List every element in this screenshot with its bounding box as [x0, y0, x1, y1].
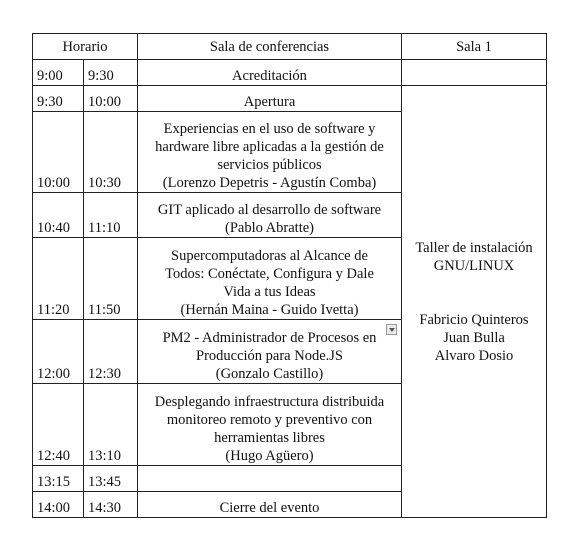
session-cell-empty — [138, 466, 402, 492]
session-speakers: (Hugo Agüero) — [225, 448, 314, 464]
sala-1-workshop-cell — [402, 86, 547, 518]
session-title: Acreditación — [232, 68, 307, 84]
end-time: 9:30 — [84, 60, 138, 86]
session-title: Apertura — [243, 94, 296, 110]
session-cell — [138, 86, 402, 112]
session-title-line: GIT aplicado al desarrollo de software — [157, 202, 382, 218]
session-title: Cierre del evento — [219, 500, 320, 516]
session-speakers: (Pablo Abratte) — [225, 220, 314, 236]
session-title-line: Supercomputadoras al Alcance de — [171, 248, 368, 264]
start-time: 12:00 — [33, 320, 84, 384]
workshop-title-line: Taller de instalación — [415, 239, 533, 256]
session-cell — [138, 320, 402, 384]
chevron-down-icon[interactable] — [386, 324, 397, 335]
sala-1-empty-cell — [402, 60, 547, 86]
end-time: 13:10 — [84, 384, 138, 466]
table-row — [33, 86, 547, 112]
end-time: 14:30 — [84, 492, 138, 518]
session-title-line: Desplegando infraestructura distribuida — [154, 394, 385, 410]
session-title-line: monitoreo remoto y preventivo con — [166, 412, 373, 428]
workshop-speaker: Juan Bulla — [443, 329, 505, 346]
workshop-speaker: Alvaro Dosio — [434, 347, 514, 364]
session-title-line: Todos: Conéctate, Configura y Dale — [165, 266, 374, 282]
table-row — [33, 60, 547, 86]
start-time: 14:00 — [33, 492, 84, 518]
end-time: 12:30 — [84, 320, 138, 384]
end-time: 10:00 — [84, 86, 138, 112]
schedule-table — [32, 33, 547, 518]
session-title-line: servicios públicos — [217, 157, 322, 173]
start-time: 12:40 — [33, 384, 84, 466]
workshop-title-line: GNU/LINUX — [433, 257, 515, 274]
header-horario: Horario — [33, 34, 138, 60]
header-row — [33, 34, 547, 60]
session-title-line: hardware libre aplicadas a la gestión de — [155, 139, 384, 155]
session-title-line: herramientas libres — [214, 430, 325, 446]
session-cell — [138, 193, 402, 238]
start-time: 11:20 — [33, 238, 84, 320]
session-title-line: PM2 - Administrador de Procesos en — [162, 330, 377, 346]
session-title-line: Producción para Node.JS — [196, 348, 343, 364]
start-time: 9:30 — [33, 86, 84, 112]
session-speakers: (Lorenzo Depetris - Agustín Comba) — [162, 175, 377, 191]
start-time: 10:40 — [33, 193, 84, 238]
end-time: 11:10 — [84, 193, 138, 238]
end-time: 13:45 — [84, 466, 138, 492]
session-speakers: (Gonzalo Castillo) — [215, 366, 324, 382]
header-sala-de-conferencias: Sala de conferencias — [138, 34, 402, 60]
session-cell — [138, 112, 402, 193]
session-cell — [138, 384, 402, 466]
start-time: 13:15 — [33, 466, 84, 492]
session-speakers: (Hernán Maina - Guido Ivetta) — [180, 302, 359, 318]
end-time: 11:50 — [84, 238, 138, 320]
end-time: 10:30 — [84, 112, 138, 193]
session-title-line: Vida a tus Ideas — [223, 284, 316, 300]
header-sala-1: Sala 1 — [402, 34, 547, 60]
start-time: 10:00 — [33, 112, 84, 193]
workshop-speaker: Fabricio Quinteros — [419, 311, 529, 328]
session-cell — [138, 238, 402, 320]
session-cell — [138, 60, 402, 86]
session-cell — [138, 492, 402, 518]
start-time: 9:00 — [33, 60, 84, 86]
session-title-line: Experiencias en el uso de software y — [163, 121, 376, 137]
